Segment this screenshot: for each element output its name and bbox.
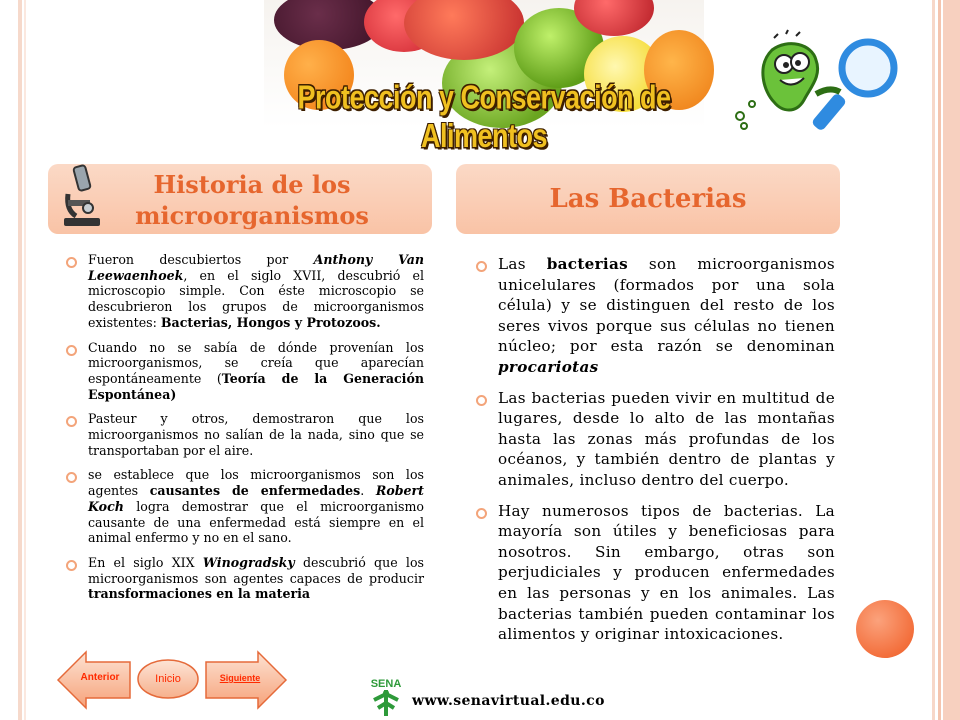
banner-image <box>264 0 704 155</box>
section-header-bacterias <box>456 164 840 234</box>
bacteria-magnifier-icon <box>730 30 910 135</box>
bullet-text: descubrió que los microorganismos son agentes capaces de producir <box>88 554 424 586</box>
emphasis-text: Robert Koch <box>88 483 424 514</box>
emphasis-text: transformaciones en la materia <box>88 586 311 602</box>
sena-logo-icon <box>364 676 408 716</box>
list-item <box>498 501 835 645</box>
website-url: www.senavirtual.edu.co <box>412 693 605 709</box>
home-button[interactable] <box>136 658 200 700</box>
emphasis-text: Bacterias, Hongos y Protozoos. <box>160 314 381 330</box>
emphasis-text: bacterias <box>546 255 628 273</box>
bacteria-body <box>736 30 818 129</box>
emphasis-text: Winogradsky <box>202 554 295 570</box>
microscope-icon <box>62 164 102 228</box>
emphasis-text: causantes de enfermedades <box>149 483 361 499</box>
bullet-text: logra demostrar que el microorganismo causante de una enfermedad está siempre en el animal enfermo y no en el sano. <box>88 498 424 546</box>
decor-orange-circle <box>856 600 914 658</box>
home-label: Inicio <box>155 673 181 685</box>
left-decor-stripe <box>18 0 22 720</box>
bullet-text: Las <box>498 255 547 273</box>
emphasis-text: procariotas <box>498 357 599 376</box>
bacterias-bullet-list <box>498 254 835 655</box>
bullet-text: Pasteur y otros, demostraron que los microorganismos no salían de la nada, sino que se transportaban por el aire. <box>88 411 424 458</box>
list-item <box>88 411 424 458</box>
list-item <box>88 555 424 602</box>
emphasis-text: Teoría de la Generación Espontánea) <box>88 370 424 402</box>
magnifier <box>811 42 894 132</box>
list-item <box>88 467 424 546</box>
next-label: Siguiente <box>219 673 261 683</box>
banner-title: Protección y Conservación de Alimentos <box>297 78 671 155</box>
bullet-text: Fueron descubiertos por <box>88 252 314 267</box>
right-decor-stripes <box>932 0 960 720</box>
next-button[interactable] <box>204 650 288 710</box>
bullet-text: . <box>360 483 376 499</box>
bullet-text: se establece que los microorganismos son los agentes <box>88 467 424 499</box>
list-item <box>498 388 835 491</box>
list-item <box>88 340 424 403</box>
previous-label: Anterior <box>80 672 120 683</box>
list-item <box>498 254 835 378</box>
emphasis-text: Anthony Van Leewaenhoek <box>88 252 425 283</box>
bullet-text: Cuando no se sabía de dónde provenían los microorganismos, se creía que aparecían espontáneamente ( <box>88 339 424 386</box>
previous-button[interactable] <box>56 650 132 710</box>
section-header-historia <box>48 164 432 234</box>
historia-bullet-list <box>88 252 424 611</box>
list-item <box>88 252 424 331</box>
sena-logo-text: SENA <box>370 678 402 690</box>
section-title-bacterias: Las Bacterias <box>549 184 747 214</box>
bullet-text: , en el siglo XVII, descubrió el microscopio simple. Con éste microscopio se descubrieron los grupos de microorganismos existentes: <box>88 267 424 330</box>
bullet-text: Hay numerosos tipos de bacterias. La mayoría son útiles y beneficiosas para nosotros. Sin embargo, otras son perjudiciales y producen enfermedades en las personas y en los animales. Las bacterias también pueden contaminar los alimentos y originar intoxicaciones. <box>498 501 835 644</box>
left-decor-stripe-thin <box>24 0 26 720</box>
section-title-historia: Historia de los microorganismos <box>135 170 369 230</box>
bullet-text: Las bacterias pueden vivir en multitud de lugares, desde lo alto de las montañas hasta las zonas más profundas de los océanos, y también dentro de plantas y animales, incluso dentro del cuerpo. <box>498 388 835 489</box>
bullet-text: En el siglo XIX <box>88 554 203 570</box>
bullet-text: son microorganismos unicelulares (formados por una sola célula) y se distinguen del resto de los seres vivos porque sus células no tienen núcleo; por esta razón se denominan <box>498 255 835 356</box>
